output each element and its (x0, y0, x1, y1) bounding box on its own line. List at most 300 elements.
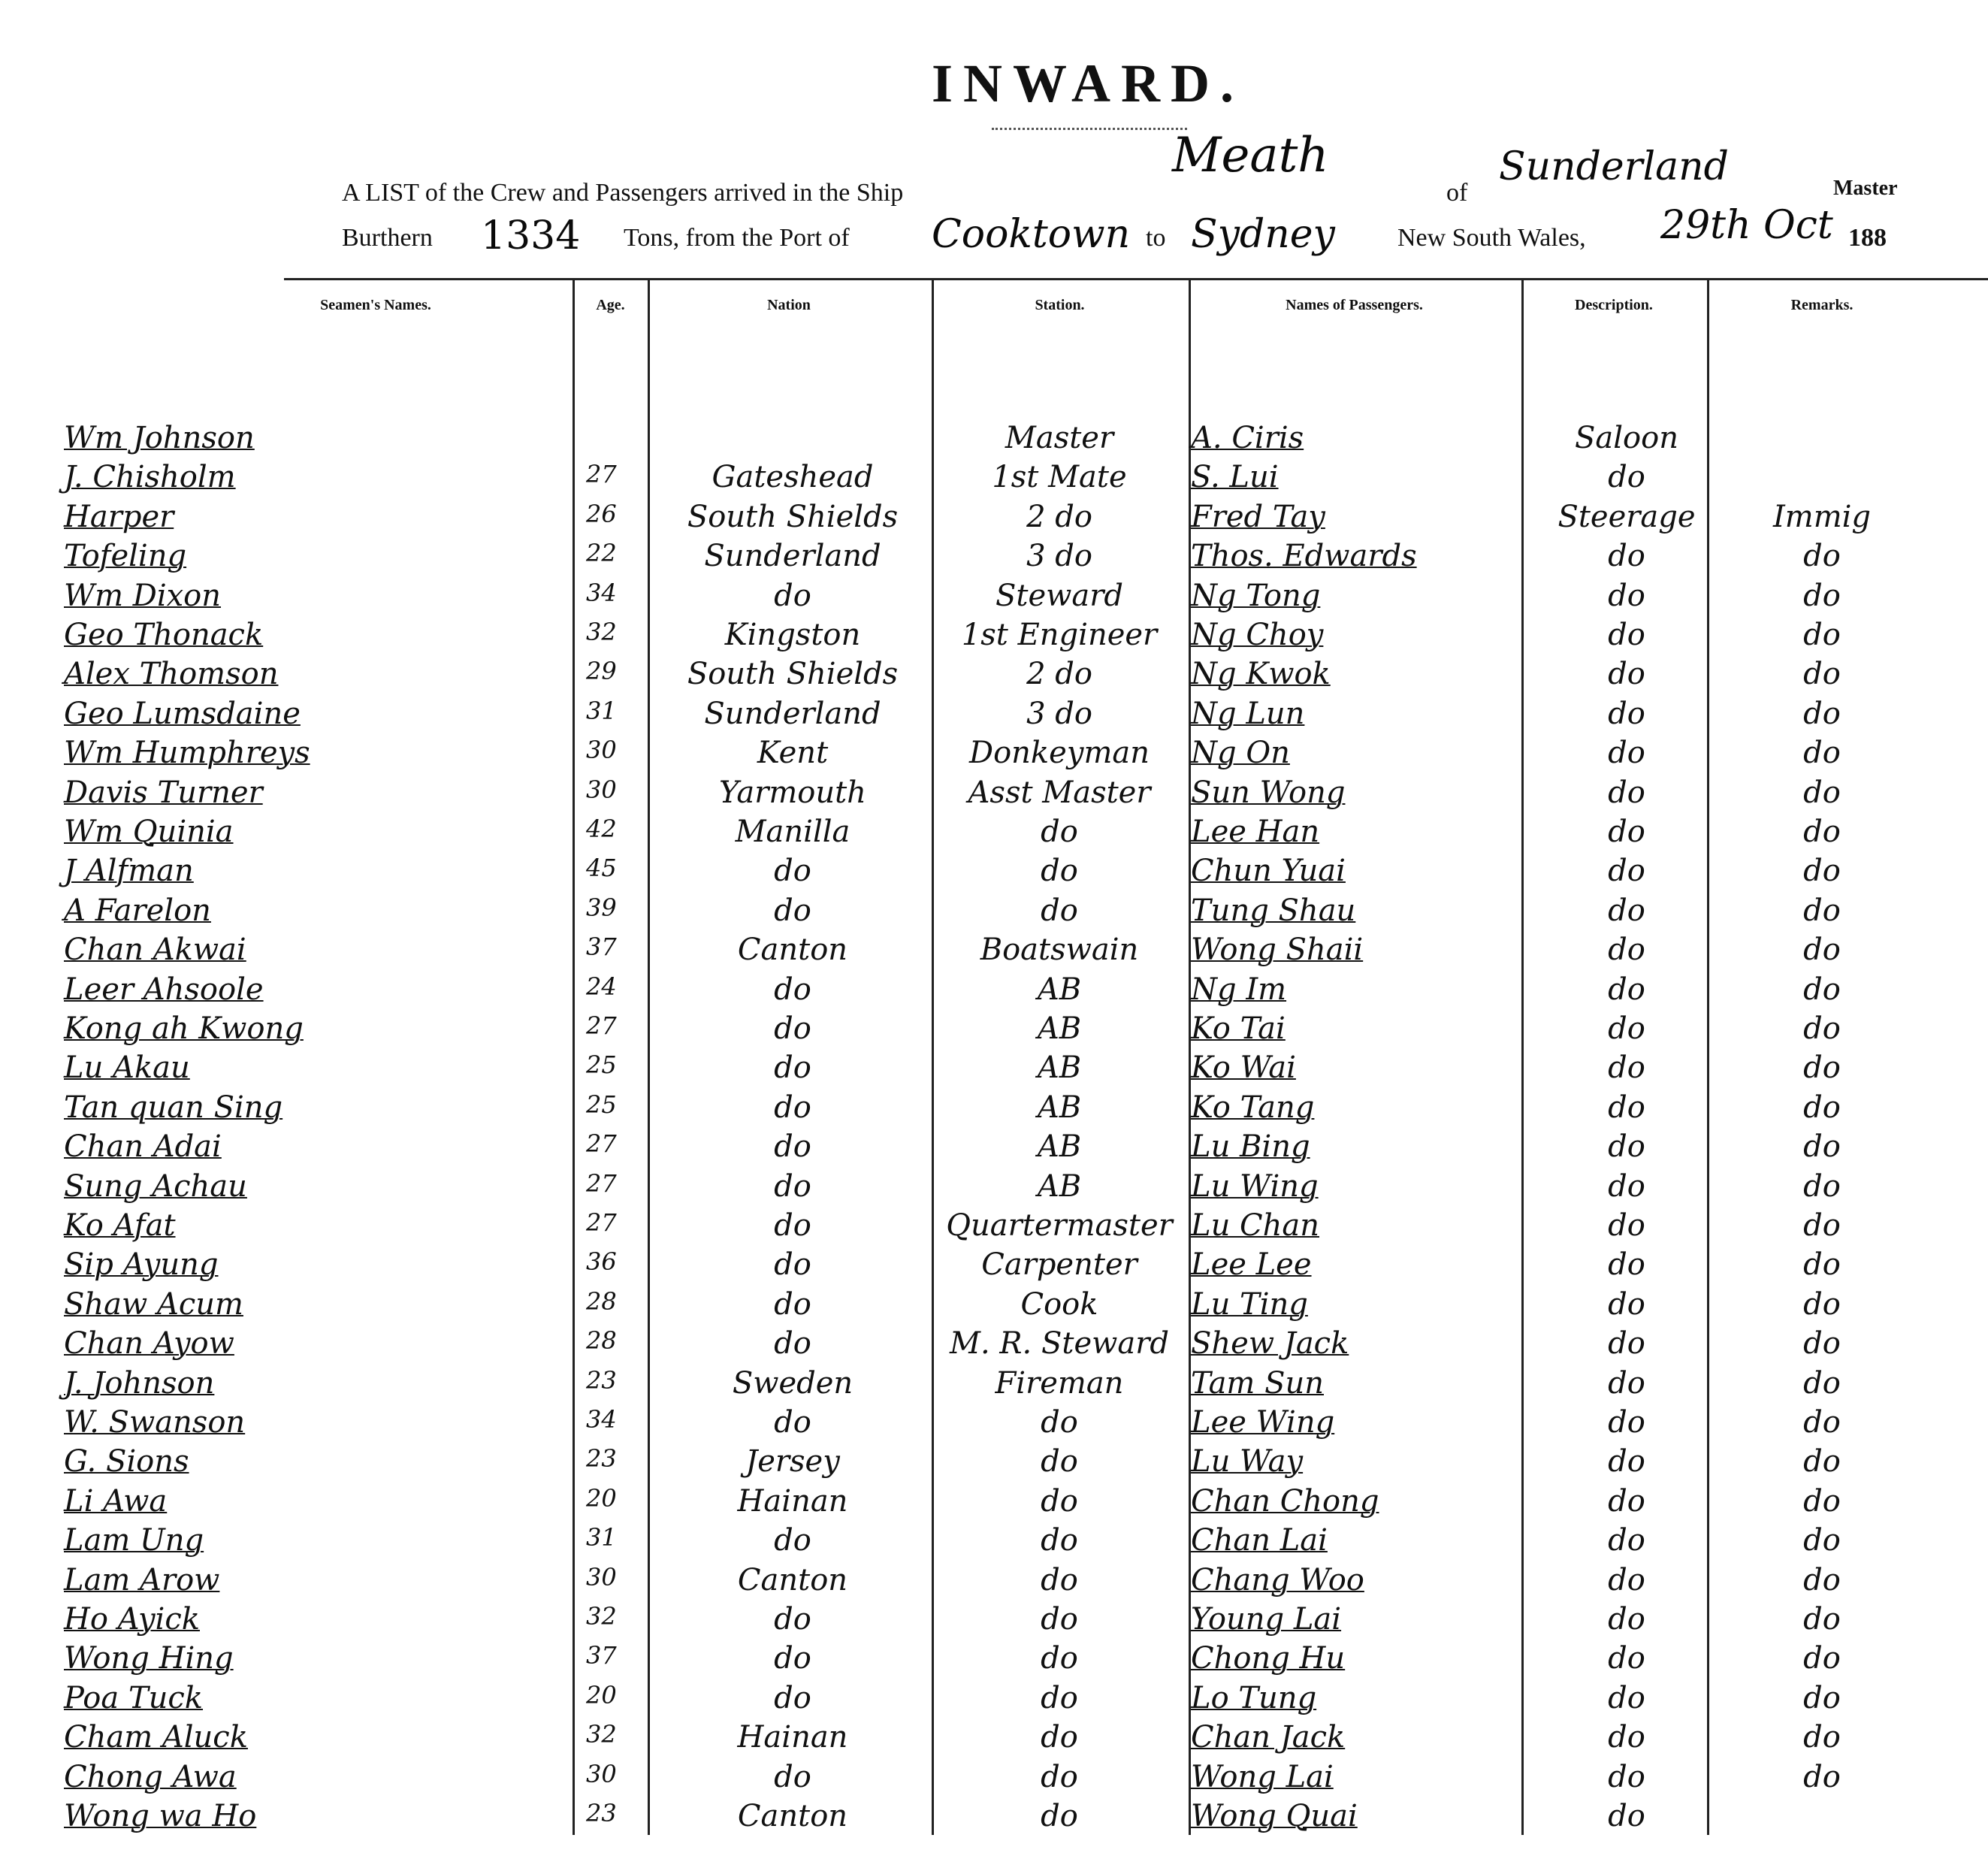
age-value: 31 (586, 1523, 617, 1552)
seaman-name: Shaw Acum (64, 1286, 243, 1322)
year-label: 188 (1848, 224, 1887, 252)
table-row (0, 460, 1988, 499)
table-row (0, 775, 1988, 815)
description-value: do (1608, 1286, 1645, 1322)
table-row (0, 1760, 1988, 1799)
seaman-name: G. Sions (64, 1444, 189, 1480)
remarks-value: do (1803, 1129, 1841, 1165)
description-value: do (1608, 893, 1645, 928)
station-value: do (1041, 1641, 1078, 1676)
remarks-value: do (1803, 1050, 1841, 1086)
description-value: do (1608, 696, 1645, 731)
station-value: do (1041, 1680, 1078, 1715)
station-value: 2 do (1026, 499, 1092, 534)
station-value: do (1041, 1799, 1078, 1833)
nation-value: Yarmouth (719, 775, 866, 810)
passenger-name: Lu Wing (1191, 1168, 1319, 1204)
table-row (0, 579, 1988, 618)
remarks-value: do (1803, 1562, 1841, 1598)
age-value: 23 (586, 1365, 617, 1395)
station-value: do (1041, 1444, 1078, 1480)
station-value: Cook (1020, 1286, 1098, 1322)
passenger-name: Wong Shaii (1191, 933, 1364, 968)
description-value: do (1608, 1168, 1645, 1204)
passenger-name: Ko Wai (1191, 1050, 1296, 1086)
station-value: M. R. Steward (950, 1326, 1169, 1362)
seaman-name: Poa Tuck (64, 1680, 204, 1715)
remarks-value: do (1803, 1523, 1841, 1558)
station-value: do (1041, 1523, 1078, 1558)
description-value: do (1608, 1523, 1645, 1558)
seaman-name: Cham Aluck (64, 1720, 248, 1755)
nation-value: do (774, 854, 811, 889)
passenger-name: Chan Jack (1191, 1720, 1346, 1755)
description-value: do (1608, 1365, 1645, 1401)
station-value: 3 do (1026, 696, 1092, 731)
table-row (0, 618, 1988, 657)
col-head-station: Station. (1035, 297, 1085, 313)
table-row (0, 1484, 1988, 1523)
burthen-label: Burthern (342, 224, 433, 252)
remarks-value: do (1803, 972, 1841, 1007)
table-row (0, 1681, 1988, 1720)
remarks-value: do (1803, 854, 1841, 889)
remarks-value: do (1803, 1011, 1841, 1046)
table-row (0, 1366, 1988, 1405)
table-row (0, 1050, 1988, 1090)
col-head-remarks: Remarks. (1790, 297, 1854, 313)
nation-value: Jersey (745, 1444, 840, 1480)
age-value: 23 (586, 1799, 617, 1827)
age-value: 23 (586, 1444, 617, 1474)
table-row (0, 736, 1988, 775)
station-value: do (1041, 1720, 1078, 1755)
description-value: do (1608, 1405, 1645, 1440)
table-row (0, 972, 1988, 1011)
passenger-name: Ng Tong (1191, 578, 1321, 613)
seaman-name: Sung Achau (64, 1168, 247, 1204)
table-row (0, 539, 1988, 578)
remarks-value: do (1803, 1483, 1841, 1519)
passenger-name: Wong Quai (1191, 1799, 1358, 1833)
seaman-name: Wong Hing (64, 1641, 234, 1676)
age-value: 32 (586, 1720, 617, 1749)
remarks-value: do (1803, 893, 1841, 928)
passenger-name: S. Lui (1191, 460, 1279, 495)
table-row (0, 1287, 1988, 1326)
passenger-name: Tam Sun (1191, 1365, 1324, 1401)
remarks-value: do (1803, 1168, 1841, 1204)
station-value: AB (1037, 1129, 1082, 1165)
nation-value: do (774, 1326, 811, 1362)
remarks-value: Immig (1772, 499, 1872, 534)
station-value: Asst Master (968, 775, 1151, 810)
seaman-name: Harper (64, 499, 174, 534)
master-label: Master (1833, 177, 1898, 200)
seaman-name: A Farelon (64, 893, 211, 928)
table-row (0, 1326, 1988, 1365)
nation-value: do (774, 1641, 811, 1676)
table-row (0, 1602, 1988, 1641)
remarks-value: do (1803, 1247, 1841, 1283)
nation-value: Sweden (732, 1365, 854, 1401)
table-row (0, 1011, 1988, 1050)
col-head-nation: Nation (767, 297, 811, 313)
seaman-name: Chan Adai (64, 1129, 222, 1165)
age-value: 22 (586, 539, 617, 568)
remarks-value: do (1803, 657, 1841, 692)
station-value: do (1041, 1602, 1078, 1637)
age-value: 34 (586, 1405, 617, 1434)
seaman-name: Chan Ayow (64, 1326, 234, 1362)
home-port: Sunderland (1499, 144, 1729, 189)
seaman-name: Lam Arow (64, 1562, 220, 1598)
title-underline (992, 128, 1187, 130)
age-value: 25 (586, 1050, 617, 1080)
to-port: Sydney (1191, 212, 1335, 257)
nation-value: do (774, 1247, 811, 1283)
description-value: do (1608, 815, 1645, 849)
to-label: to (1146, 224, 1166, 252)
passenger-name: Ng Choy (1191, 618, 1324, 652)
passenger-name: Chang Woo (1191, 1562, 1364, 1598)
passenger-name: Lee Wing (1191, 1405, 1335, 1440)
station-value: do (1041, 1483, 1078, 1519)
of-label: of (1446, 179, 1468, 207)
station-value: 3 do (1026, 539, 1092, 574)
description-value: do (1608, 1208, 1645, 1243)
table-row (0, 697, 1988, 736)
remarks-value: do (1803, 696, 1841, 731)
nation-value: Kent (757, 736, 829, 771)
table-row (0, 1641, 1988, 1680)
nation-value: do (774, 578, 811, 613)
tons-from-port-label: Tons, from the Port of (624, 224, 850, 252)
seaman-name: W. Swanson (64, 1405, 246, 1440)
table-row (0, 933, 1988, 972)
table-row (0, 1247, 1988, 1286)
description-value: do (1608, 1247, 1645, 1283)
table-row (0, 421, 1988, 460)
age-value: 26 (586, 499, 617, 528)
age-value: 24 (586, 972, 617, 1001)
nation-value: Canton (737, 1799, 848, 1833)
seaman-name: Alex Thomson (64, 657, 279, 692)
passenger-name: A. Ciris (1191, 421, 1304, 455)
age-value: 30 (586, 1562, 617, 1591)
nation-value: do (774, 972, 811, 1007)
description-value: do (1608, 1680, 1645, 1715)
remarks-value: do (1803, 618, 1841, 652)
description-value: do (1608, 775, 1645, 810)
age-value: 27 (586, 1129, 617, 1159)
nation-value: do (774, 1168, 811, 1204)
station-value: Donkeyman (969, 736, 1150, 771)
remarks-value: do (1803, 1759, 1841, 1794)
seaman-name: Wm Johnson (64, 421, 255, 455)
age-value: 30 (586, 736, 617, 765)
remarks-value: do (1803, 1641, 1841, 1676)
remarks-value: do (1803, 1680, 1841, 1715)
nation-value: South Shields (687, 499, 899, 534)
description-value: do (1608, 1011, 1645, 1046)
age-value: 20 (586, 1680, 617, 1709)
seaman-name: Geo Thonack (64, 618, 264, 652)
remarks-value: do (1803, 1326, 1841, 1362)
description-value: do (1608, 657, 1645, 692)
passenger-name: Ng Lun (1191, 696, 1305, 731)
station-value: AB (1037, 1050, 1082, 1086)
passenger-name: Chan Chong (1191, 1483, 1379, 1519)
passenger-name: Thos. Edwards (1191, 539, 1417, 574)
passenger-name: Chun Yuai (1191, 854, 1346, 889)
age-value: 27 (586, 1011, 617, 1040)
description-value: do (1608, 933, 1645, 968)
age-value: 28 (586, 1326, 617, 1356)
table-row (0, 1129, 1988, 1168)
passenger-name: Ng Im (1191, 972, 1287, 1007)
age-value: 30 (586, 775, 617, 804)
description-value: Saloon (1575, 421, 1678, 455)
passenger-name: Young Lai (1191, 1602, 1342, 1637)
age-value: 39 (586, 893, 617, 922)
nation-value: Gateshead (712, 460, 874, 495)
station-value: do (1041, 815, 1078, 849)
col-head-seaman: Seamen's Names. (320, 297, 431, 313)
nation-value: do (774, 1523, 811, 1558)
nation-value: Sunderland (704, 539, 881, 574)
station-value: 1st Engineer (961, 618, 1158, 652)
col-head-age: Age. (596, 297, 625, 313)
age-value: 37 (586, 933, 617, 962)
nation-value: Kingston (724, 618, 861, 652)
station-value: AB (1037, 972, 1082, 1007)
description-value: Steerage (1557, 499, 1696, 534)
nation-value: do (774, 1050, 811, 1086)
seaman-name: Li Awa (64, 1483, 168, 1519)
description-value: do (1608, 1799, 1645, 1833)
description-value: do (1608, 1326, 1645, 1362)
table-row (0, 815, 1988, 854)
description-value: do (1608, 1050, 1645, 1086)
age-value: 42 (586, 815, 617, 843)
station-value: Fireman (995, 1365, 1124, 1401)
col-head-passengers: Names of Passengers. (1286, 297, 1423, 313)
age-value: 37 (586, 1641, 617, 1670)
description-value: do (1608, 1090, 1645, 1125)
age-value: 30 (586, 1759, 617, 1788)
passenger-name: Lu Ting (1191, 1286, 1308, 1322)
passenger-name: Lo Tung (1191, 1680, 1317, 1715)
nation-value: Hainan (737, 1720, 848, 1755)
passenger-name: Lu Chan (1191, 1208, 1320, 1243)
remarks-value: do (1803, 815, 1841, 849)
table-row (0, 1169, 1988, 1208)
description-value: do (1608, 1720, 1645, 1755)
nation-value: do (774, 1011, 811, 1046)
description-value: do (1608, 539, 1645, 574)
age-value: 29 (586, 657, 617, 686)
age-value: 34 (586, 578, 617, 607)
passenger-name: Shew Jack (1191, 1326, 1349, 1362)
remarks-value: do (1803, 539, 1841, 574)
seaman-name: Leer Ahsoole (64, 972, 264, 1007)
table-row (0, 854, 1988, 893)
seaman-name: Ho Ayick (64, 1602, 200, 1637)
state-label: New South Wales, (1397, 224, 1586, 252)
description-value: do (1608, 618, 1645, 652)
seaman-name: Lu Akau (64, 1050, 190, 1086)
table-top-rule (284, 278, 1988, 280)
remarks-value: do (1803, 1602, 1841, 1637)
passenger-name: Fred Tay (1191, 499, 1325, 534)
description-value: do (1608, 736, 1645, 771)
remarks-value: do (1803, 1444, 1841, 1480)
nation-value: Hainan (737, 1483, 848, 1519)
passenger-name: Ng On (1191, 736, 1290, 771)
seaman-name: Ko Afat (64, 1208, 176, 1243)
age-value: 27 (586, 1208, 617, 1237)
seaman-name: Tofeling (64, 539, 187, 574)
remarks-value: do (1803, 736, 1841, 771)
description-value: do (1608, 1759, 1645, 1794)
remarks-value: do (1803, 1208, 1841, 1243)
station-value: do (1041, 1405, 1078, 1440)
seaman-name: Wm Dixon (64, 578, 222, 613)
seaman-name: Tan quan Sing (64, 1090, 283, 1125)
passenger-name: Lu Bing (1191, 1129, 1310, 1165)
table-row (0, 1090, 1988, 1129)
table-row (0, 500, 1988, 539)
passenger-name: Lee Lee (1191, 1247, 1312, 1283)
seaman-name: Chong Awa (64, 1759, 237, 1794)
remarks-value: do (1803, 1720, 1841, 1755)
nation-value: South Shields (687, 657, 899, 692)
seaman-name: Wm Humphreys (64, 736, 310, 771)
list-intro-text: A LIST of the Crew and Passengers arrived in the Ship (342, 179, 904, 207)
table-row (0, 1208, 1988, 1247)
seaman-name: Chan Akwai (64, 933, 246, 968)
nation-value: do (774, 1759, 811, 1794)
description-value: do (1608, 1444, 1645, 1480)
station-value: Boatswain (980, 933, 1139, 968)
nation-value: do (774, 893, 811, 928)
nation-value: Sunderland (704, 696, 881, 731)
description-value: do (1608, 854, 1645, 889)
station-value: do (1041, 1562, 1078, 1598)
description-value: do (1608, 460, 1645, 495)
station-value: Master (1005, 421, 1114, 455)
passenger-name: Ko Tang (1191, 1090, 1315, 1125)
seaman-name: Lam Ung (64, 1523, 204, 1558)
station-value: Carpenter (981, 1247, 1138, 1283)
passenger-name: Chan Lai (1191, 1523, 1328, 1558)
age-value: 32 (586, 618, 617, 646)
nation-value: do (774, 1680, 811, 1715)
remarks-value: do (1803, 1286, 1841, 1322)
table-row (0, 1799, 1988, 1838)
seaman-name: Davis Turner (64, 775, 263, 810)
age-value: 45 (586, 854, 617, 883)
station-value: 2 do (1026, 657, 1092, 692)
station-value: Steward (996, 578, 1123, 613)
table-row (0, 893, 1988, 933)
seaman-name: J Alfman (64, 854, 194, 889)
nation-value: do (774, 1405, 811, 1440)
nation-value: do (774, 1090, 811, 1125)
ship-name: Meath (1172, 128, 1329, 183)
table-row (0, 1563, 1988, 1602)
passenger-name: Wong Lai (1191, 1759, 1334, 1794)
seaman-name: Geo Lumsdaine (64, 696, 301, 731)
station-value: 1st Mate (992, 460, 1127, 495)
description-value: do (1608, 1562, 1645, 1598)
description-value: do (1608, 578, 1645, 613)
table-row (0, 657, 1988, 696)
description-value: do (1608, 972, 1645, 1007)
description-value: do (1608, 1483, 1645, 1519)
passenger-name: Chong Hu (1191, 1641, 1346, 1676)
seaman-name: J. Johnson (64, 1365, 215, 1401)
nation-value: Canton (737, 1562, 848, 1598)
station-value: do (1041, 893, 1078, 928)
col-head-description: Description. (1575, 297, 1653, 313)
passenger-name: Lu Way (1191, 1444, 1304, 1480)
table-row (0, 1720, 1988, 1759)
tonnage: 1334 (481, 213, 581, 258)
seaman-name: Sip Ayung (64, 1247, 219, 1283)
remarks-value: do (1803, 933, 1841, 968)
from-port: Cooktown (932, 212, 1131, 257)
nation-value: do (774, 1602, 811, 1637)
station-value: do (1041, 1759, 1078, 1794)
nation-value: do (774, 1129, 811, 1165)
passenger-name: Ng Kwok (1191, 657, 1331, 692)
seaman-name: Wong wa Ho (64, 1799, 257, 1833)
table-row (0, 1523, 1988, 1562)
passenger-name: Ko Tai (1191, 1011, 1286, 1046)
station-value: AB (1037, 1011, 1082, 1046)
passenger-name: Tung Shau (1191, 893, 1356, 928)
age-value: 36 (586, 1247, 617, 1277)
seaman-name: Kong ah Kwong (64, 1011, 304, 1046)
station-value: Quartermaster (946, 1208, 1173, 1243)
remarks-value: do (1803, 1405, 1841, 1440)
age-value: 32 (586, 1602, 617, 1631)
remarks-value: do (1803, 1365, 1841, 1401)
nation-value: Manilla (735, 815, 850, 849)
seaman-name: J. Chisholm (64, 460, 236, 495)
arrival-date: 29th Oct (1660, 203, 1833, 248)
passenger-name: Lee Han (1191, 815, 1320, 849)
page-title: INWARD. (932, 53, 1245, 113)
age-value: 28 (586, 1286, 617, 1316)
station-value: AB (1037, 1090, 1082, 1125)
age-value: 20 (586, 1483, 617, 1513)
remarks-value: do (1803, 775, 1841, 810)
station-value: AB (1037, 1168, 1082, 1204)
nation-value: do (774, 1286, 811, 1322)
age-value: 25 (586, 1090, 617, 1119)
station-value: do (1041, 854, 1078, 889)
seaman-name: Wm Quinia (64, 815, 234, 849)
nation-value: Canton (737, 933, 848, 968)
age-value: 27 (586, 1168, 617, 1198)
age-value: 31 (586, 696, 617, 725)
remarks-value: do (1803, 1090, 1841, 1125)
nation-value: do (774, 1208, 811, 1243)
description-value: do (1608, 1602, 1645, 1637)
